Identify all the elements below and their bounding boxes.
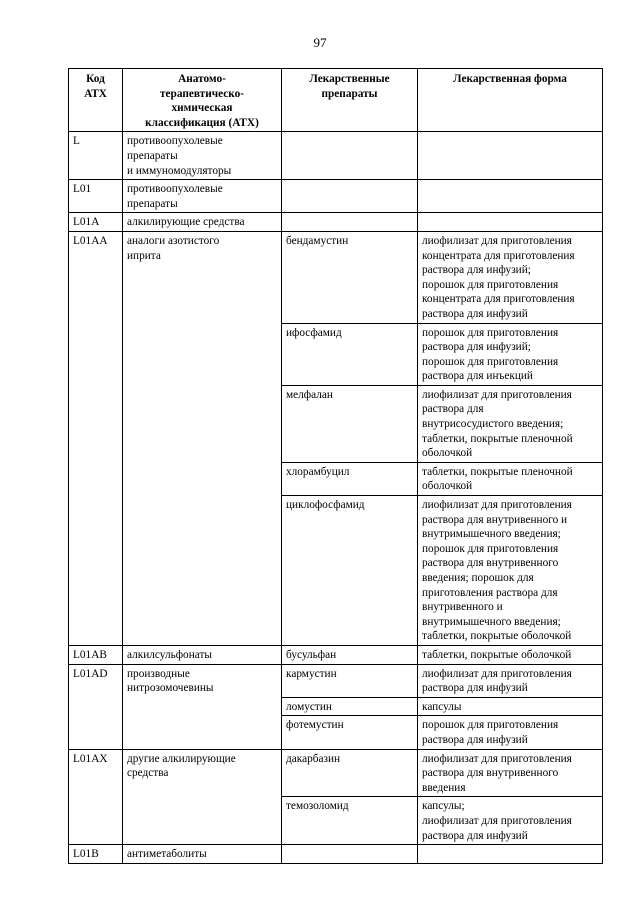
atc-code-cell: L01B — [69, 845, 123, 864]
drug-cell: хлорамбуцил — [282, 462, 418, 495]
table-row — [69, 231, 603, 323]
header-dosage-form: Лекарственная форма — [418, 69, 603, 132]
atc-code-cell: L01AX — [69, 749, 123, 845]
form-cell — [418, 213, 603, 232]
form-cell: порошок для приготовления раствора для инфузий — [418, 716, 603, 749]
form-cell: лиофилизат для приготовления раствора для внутрисосудистого введения; таблетки, покрытые пленочной оболочкой — [418, 385, 603, 462]
form-cell: таблетки, покрытые пленочной оболочкой — [418, 462, 603, 495]
atc-code-cell: L — [69, 132, 123, 180]
atc-drug-table — [68, 68, 603, 864]
header-drugs: Лекарственные препараты — [282, 69, 418, 132]
form-cell: лиофилизат для приготовления раствора для внутривенного и внутримышечного введения; порошок для приготовления раствора для внутривенного введения; порошок для приготовления раствора для внутривенного и внутримышечного введения; таблетки, покрытые оболочкой — [418, 496, 603, 646]
drug-cell: циклофосфамид — [282, 496, 418, 646]
form-cell — [418, 845, 603, 864]
drug-cell — [282, 213, 418, 232]
header-atc-classification: Анатомо- терапевтическо- химическая классификация (АТХ) — [123, 69, 282, 132]
table-row — [69, 749, 603, 797]
drug-cell: ифосфамид — [282, 323, 418, 385]
drug-cell: темозоломид — [282, 797, 418, 845]
table-row — [69, 664, 603, 697]
form-cell: таблетки, покрытые оболочкой — [418, 645, 603, 664]
atc-name-cell: другие алкилирующие средства — [123, 749, 282, 845]
table-header-row — [69, 69, 603, 132]
form-cell: порошок для приготовления раствора для инфузий; порошок для приготовления раствора для инъекций — [418, 323, 603, 385]
drug-cell — [282, 132, 418, 180]
atc-code-cell: L01AB — [69, 645, 123, 664]
table-row — [69, 645, 603, 664]
drug-cell: кармустин — [282, 664, 418, 697]
drug-cell: дакарбазин — [282, 749, 418, 797]
form-cell: лиофилизат для приготовления раствора для инфузий — [418, 664, 603, 697]
atc-name-cell: противоопухолевые препараты и иммуномодуляторы — [123, 132, 282, 180]
atc-name-cell: аналоги азотистого иприта — [123, 231, 282, 645]
page-number: 97 — [313, 35, 327, 50]
atc-name-cell: алкилсульфонаты — [123, 645, 282, 664]
form-cell — [418, 132, 603, 180]
drug-cell: бусульфан — [282, 645, 418, 664]
table-row — [69, 180, 603, 213]
atc-code-cell: L01AA — [69, 231, 123, 645]
drug-cell — [282, 180, 418, 213]
drug-cell: ломустин — [282, 697, 418, 716]
atc-name-cell: алкилирующие средства — [123, 213, 282, 232]
drug-cell — [282, 845, 418, 864]
form-cell: лиофилизат для приготовления концентрата для приготовления раствора для инфузий; порошок для приготовления концентрата для приготовления раствора для инфузий — [418, 231, 603, 323]
table-row — [69, 213, 603, 232]
form-cell: капсулы; лиофилизат для приготовления раствора для инфузий — [418, 797, 603, 845]
atc-name-cell: антиметаболиты — [123, 845, 282, 864]
atc-code-cell: L01 — [69, 180, 123, 213]
atc-code-cell: L01A — [69, 213, 123, 232]
form-cell: лиофилизат для приготовления раствора для внутривенного введения — [418, 749, 603, 797]
atc-name-cell: противоопухолевые препараты — [123, 180, 282, 213]
drug-cell: мелфалан — [282, 385, 418, 462]
header-atc-code: Код АТХ — [69, 69, 123, 132]
form-cell: капсулы — [418, 697, 603, 716]
form-cell — [418, 180, 603, 213]
drug-cell: фотемустин — [282, 716, 418, 749]
atc-code-cell: L01AD — [69, 664, 123, 749]
table-row — [69, 845, 603, 864]
table-row — [69, 132, 603, 180]
atc-name-cell: производные нитрозомочевины — [123, 664, 282, 749]
drug-cell: бендамустин — [282, 231, 418, 323]
